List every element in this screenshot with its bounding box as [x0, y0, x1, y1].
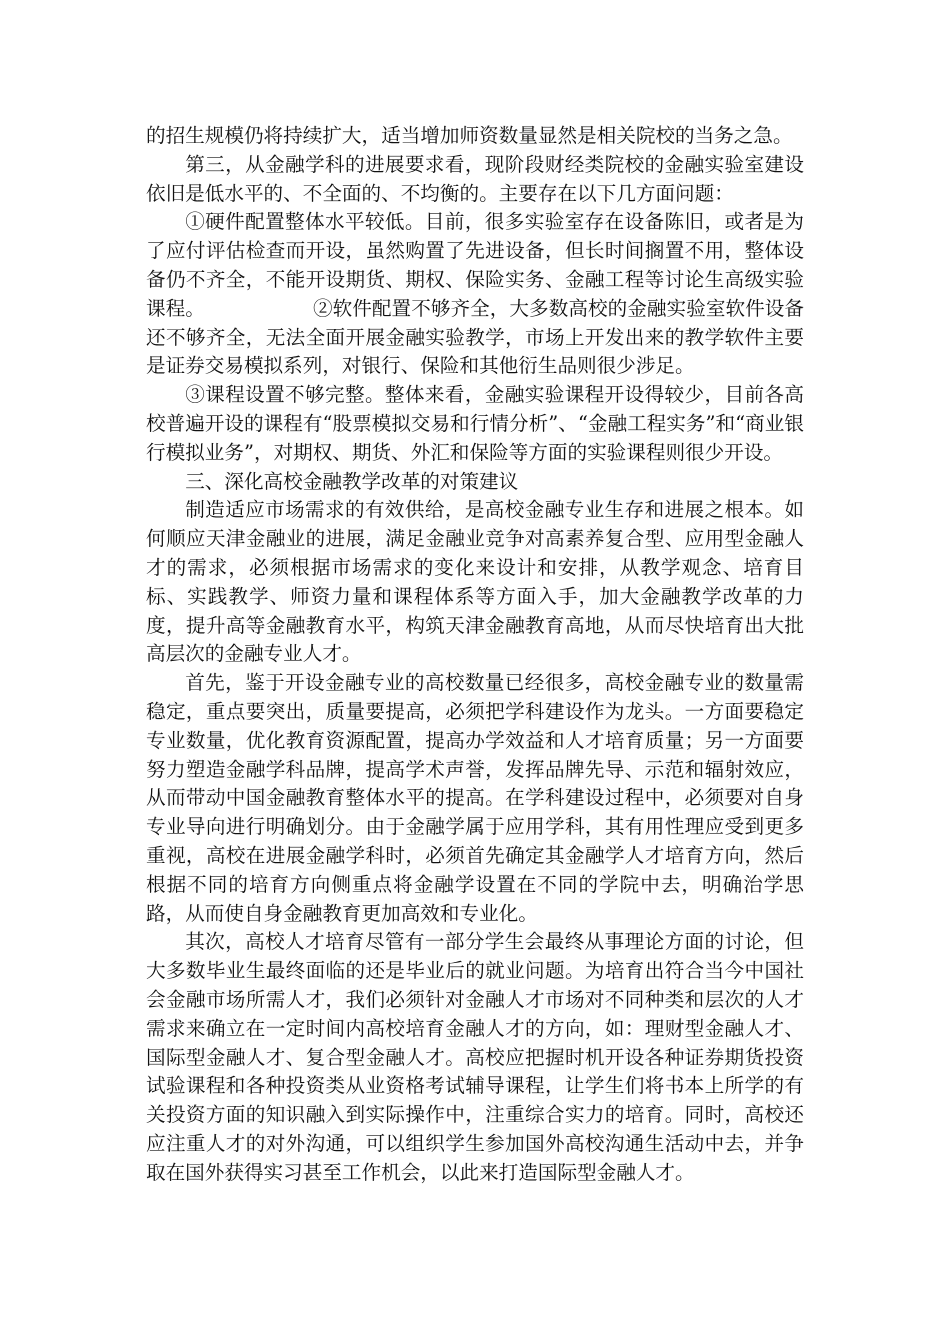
paragraph-effective-supply: 制造适应市场需求的有效供给，是高校金融专业生存和进展之根本。如何顺应天津金融业的进展，满足金融业竞争对高素养复合型、应用型金融人才的需求，必须根据市场需求的变化来设计和安排，从教学观念、培育目标、实践教学、师资力量和课程体系等方面入手，加大金融教学改革的力度，提升高等金融教育水平，构筑天津金融教育高地，从而尽快培育出大批高层次的金融专业人才。	[146, 498, 804, 666]
paragraph-first: 首先，鉴于开设金融专业的高校数量已经很多，高校金融专业的数量需稳定，重点要突出，质量要提高，必须把学科建设作为龙头。一方面要稳定专业数量，优化教育资源配置，提高办学效益和人才培育质量；另一方面要努力塑造金融学科品牌，提高学术声誉，发挥品牌先导、示范和辐射效应，从而带动中国金融教育整体水平的提高。在学科建设过程中，必须要对自身专业导向进行明确划分。由于金融学属于应用学科，其有用性理应受到更多重视，高校在进展金融学科时，必须首先确定其金融学人才培育方向，然后根据不同的培育方向侧重点将金融学设置在不同的学院中去，明确治学思路，从而使自身金融教育更加高效和专业化。	[146, 671, 804, 925]
paragraph-third-point: 第三，从金融学科的进展要求看，现阶段财经类院校的金融实验室建设依旧是低水平的、不全面的、不均衡的。主要存在以下几方面问题：	[146, 152, 804, 205]
paragraph-curriculum: ③课程设置不够完整。整体来看，金融实验课程开设得较少，目前各高校普遍开设的课程有“股票模拟交易和行情分析”、“金融工程实务”和“商业银行模拟业务”，对期权、期货、外汇和保险等方面的实验课程则很少开设。	[146, 383, 804, 464]
document-body	[146, 122, 804, 1187]
paragraph-second: 其次，高校人才培育尽管有一部分学生会最终从事理论方面的讨论，但大多数毕业生最终面临的还是毕业后的就业问题。为培育出符合当今中国社会金融市场所需人才，我们必须针对金融人才市场对不同种类和层次的人才需求来确立在一定时间内高校培育金融人才的方向，如：理财型金融人才、国际型金融人才、复合型金融人才。高校应把握时机开设各种证券期货投资试验课程和各种投资类从业资格考试辅导课程，让学生们将书本上所学的有关投资方面的知识融入到实际操作中，注重综合实力的培育。同时，高校还应注重人才的对外沟通，可以组织学生参加国外高校沟通生活动中去，并争取在国外获得实习甚至工作机会，以此来打造国际型金融人才。	[146, 930, 804, 1184]
paragraph-hardware-software: ①硬件配置整体水平较低。目前，很多实验室存在设备陈旧，或者是为了应付评估检查而开设，虽然购置了先进设备，但长时间搁置不用，整体设备仍不齐全，不能开设期货、期权、保险实务、金融工程等讨论生高级实验课程。 ②软件配置不够齐全，大多数高校的金融实验室软件设备还不够齐全，无法全面开展金融实验教学，市场上开发出来的教学软件主要是证券交易模拟系列，对银行、保险和其他衍生品则很少涉足。	[146, 210, 804, 378]
section-heading: 三、深化高校金融教学改革的对策建议	[185, 469, 519, 493]
paragraph-continuation: 的招生规模仍将持续扩大，适当增加师资数量显然是相关院校的当务之急。	[146, 124, 793, 147]
